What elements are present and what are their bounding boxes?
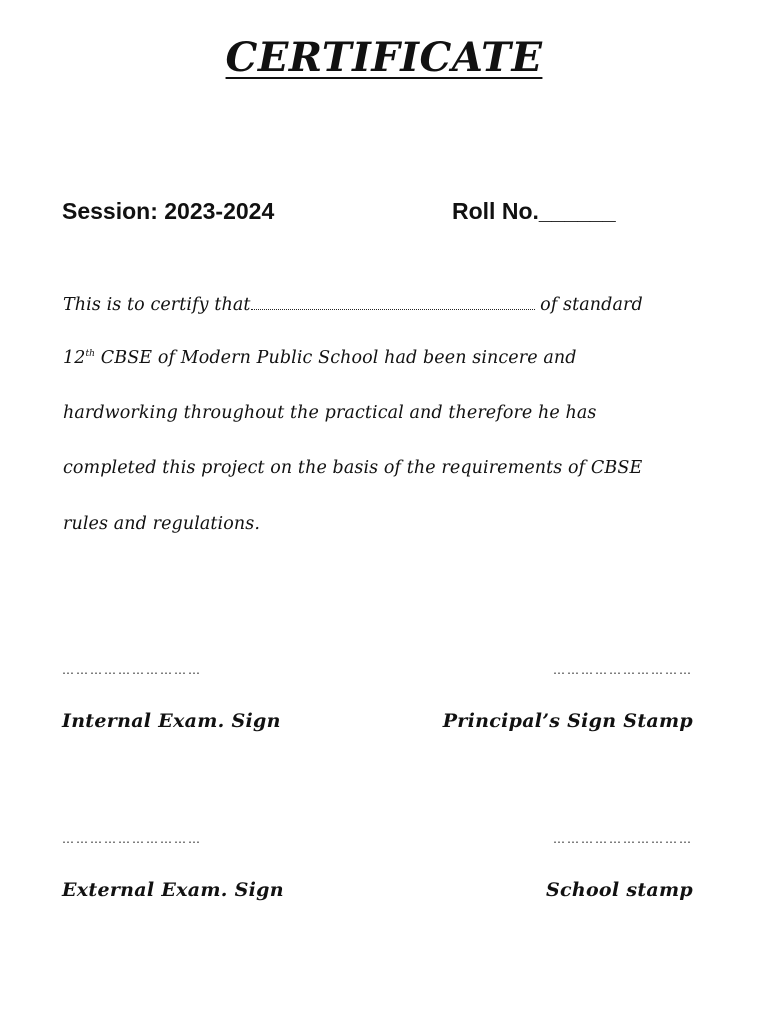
certificate-title: CERTIFICATE: [225, 34, 543, 81]
student-name-blank: [251, 293, 535, 310]
certify-text: This is to certify that: [63, 295, 251, 315]
school-stamp-label: School stamp: [545, 879, 693, 901]
body-line-4: completed this project on the basis of the requirements of CBSE: [63, 458, 643, 478]
grade-suffix: th: [85, 349, 96, 360]
internal-exam-sign-label: Internal Exam. Sign: [62, 710, 281, 732]
session-label: Session: 2023-2024: [62, 198, 275, 224]
standard-text: of standard: [534, 295, 643, 315]
body-line-5: rules and regulations.: [63, 514, 261, 534]
principal-sign-line: …………………………: [553, 663, 693, 677]
school-stamp-line: …………………………: [553, 832, 693, 846]
principal-sign-stamp-label: Principal’s Sign Stamp: [442, 710, 693, 732]
external-sign-line: …………………………: [62, 832, 202, 846]
grade-number: 12: [63, 348, 86, 368]
internal-sign-line: …………………………: [62, 663, 202, 677]
school-text: CBSE of Modern Public School had been sincere and: [95, 348, 577, 368]
roll-number-label: Roll No.______: [452, 198, 616, 224]
body-line-2: [63, 348, 577, 368]
external-exam-sign-label: External Exam. Sign: [62, 879, 284, 901]
body-line-1: [63, 293, 643, 315]
body-line-3: hardworking throughout the practical and therefore he has: [63, 403, 597, 423]
